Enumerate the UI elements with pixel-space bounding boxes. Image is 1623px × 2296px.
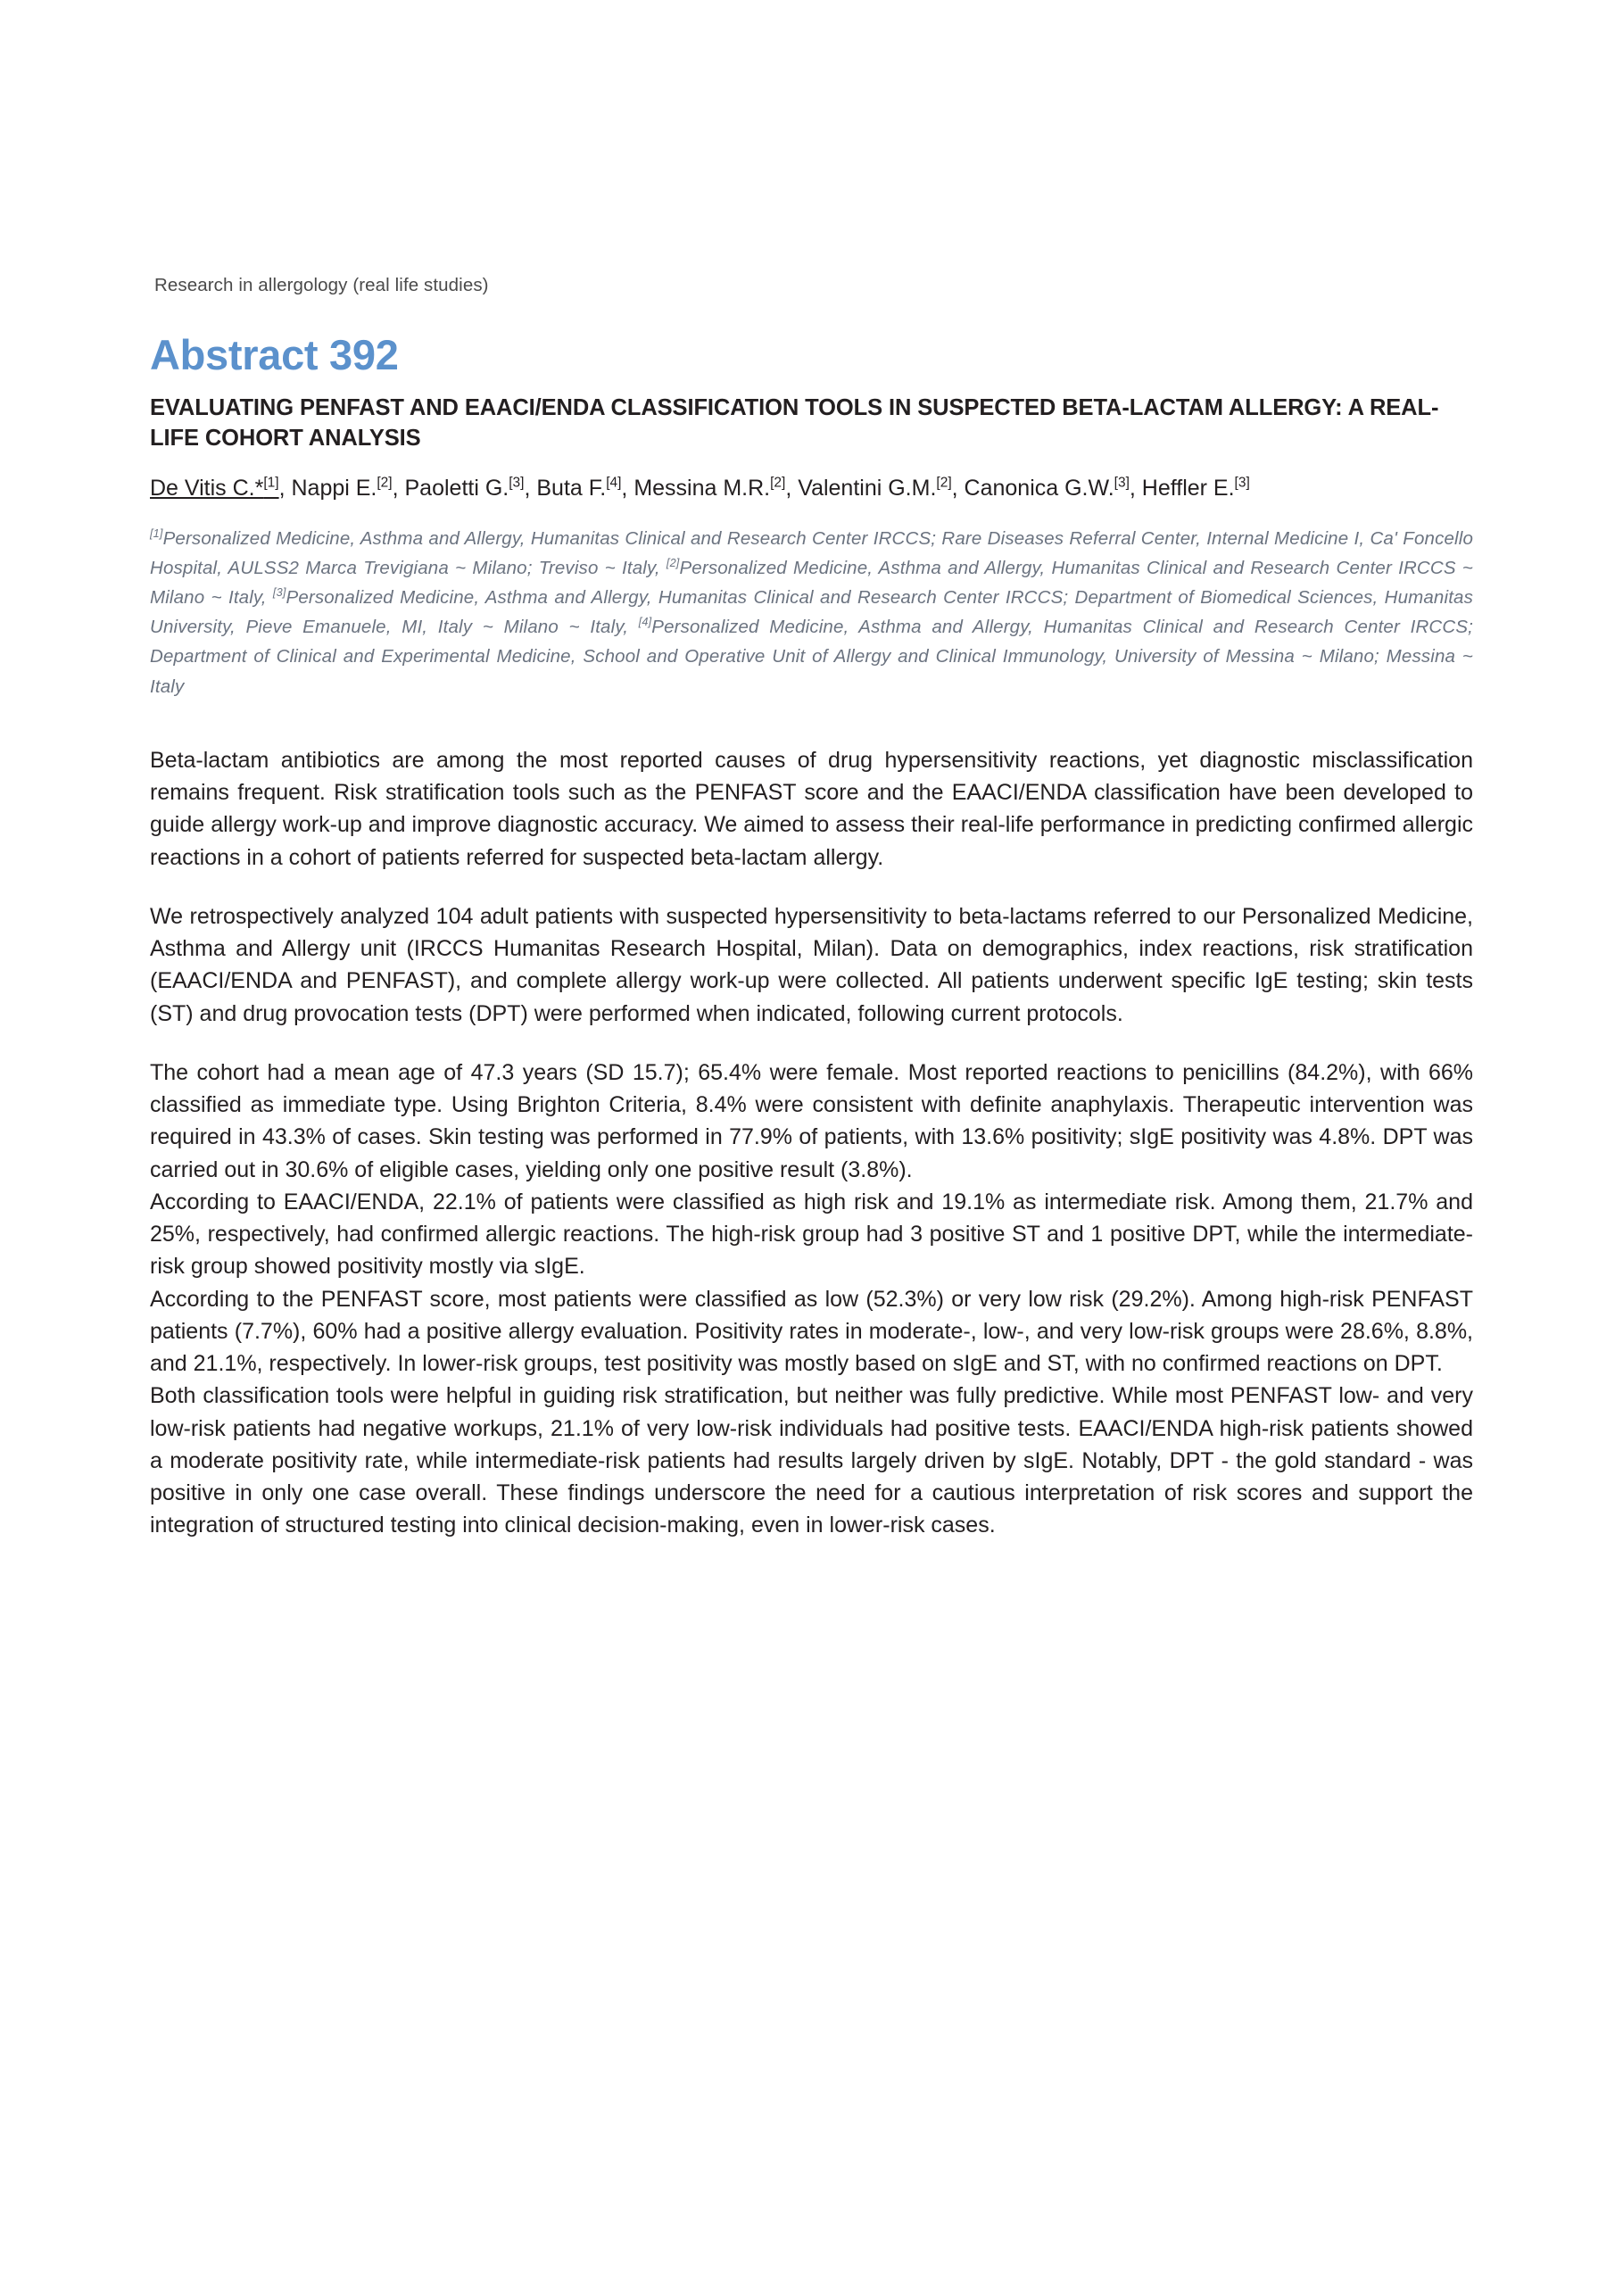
author-list: De Vitis C.*[1], Nappi E.[2], Paoletti G.[3], Buta F.[4], Messina M.R.[2], Valentini G.M.[2], Canonica G.W.[3], Heffler E.[3] bbox=[150, 475, 1250, 501]
abstract-paragraph-results-penfast: According to the PENFAST score, most patients were classified as low (52.3%) or very low risk (29.2%). Among high-risk PENFAST patients (7.7%), 60% had a positive allergy evaluation. Positivity rates in moderate-, low-, and very low-risk groups were 28.6%, 8.8%, and 21.1%, respectively. In lower-risk groups, test positivity was mostly based on sIgE and ST, with no confirmed reactions on DPT. bbox=[150, 1286, 1473, 1377]
abstract-number-heading: Abstract 392 bbox=[150, 331, 399, 378]
abstract-paragraph-conclusions: Both classification tools were helpful in guiding risk stratification, but neither was fully predictive. While most PENFAST low- and very low-risk patients had negative workups, 21.1% of very low-risk individuals had positive tests. EAACI/ENDA high-risk patients showed a moderate positivity rate, while intermediate-risk patients had results largely driven by sIgE. Notably, DPT - the gold standard - was positive in only one case overall. These findings underscore the need for a cautious interpretation of risk scores and support the integration of structured testing into clinical decision-making, even in lower-risk cases. bbox=[150, 1383, 1473, 1538]
abstract-paragraph-background: Beta-lactam antibiotics are among the most reported causes of drug hypersensitivity reactions, yet diagnostic misclassification remains frequent. Risk stratification tools such as the PENFAST score and the EAACI/ENDA classification have been developed to guide allergy work-up and improve diagnostic accuracy. We aimed to assess their real-life performance in predicting confirmed allergic reactions in a cohort of patients referred for suspected beta-lactam allergy. bbox=[150, 747, 1473, 870]
abstract-content bbox=[150, 275, 1473, 1542]
abstract-title: EVALUATING PENFAST AND EAACI/ENDA CLASSIFICATION TOOLS IN SUSPECTED BETA-LACTAM ALLERGY: A REAL-LIFE COHORT ANALYSIS bbox=[150, 395, 1439, 451]
abstract-paragraph-results-enda: According to EAACI/ENDA, 22.1% of patients were classified as high risk and 19.1% as intermediate risk. Among them, 21.7% and 25%, respectively, had confirmed allergic reactions. The high-risk group had 3 positive ST and 1 positive DPT, while the intermediate-risk group showed positivity mostly via sIgE. bbox=[150, 1189, 1473, 1280]
abstract-paragraph-results-cohort: The cohort had a mean age of 47.3 years (SD 15.7); 65.4% were female. Most reported reactions to penicillins (84.2%), with 66% classified as immediate type. Using Brighton Criteria, 8.4% were consistent with definite anaphylaxis. Therapeutic intervention was required in 43.3% of cases. Skin testing was performed in 77.9% of patients, with 13.6% positivity; sIgE positivity was 4.8%. DPT was carried out in 30.6% of eligible cases, yielding only one positive result (3.8%). bbox=[150, 1059, 1473, 1182]
section-kicker: Research in allergology (real life studies) bbox=[154, 275, 489, 295]
abstract-paragraph-methods: We retrospectively analyzed 104 adult patients with suspected hypersensitivity to beta-lactams referred to our Personalized Medicine, Asthma and Allergy unit (IRCCS Humanitas Research Hospital, Milan). Data on demographics, index reactions, risk stratification (EAACI/ENDA and PENFAST), and complete allergy work-up were collected. All patients underwent specific IgE testing; skin tests (ST) and drug provocation tests (DPT) were performed when indicated, following current protocols. bbox=[150, 903, 1473, 1026]
affiliation-list: [1]Personalized Medicine, Asthma and Allergy, Humanitas Clinical and Research Center IRCCS; Rare Diseases Referral Center, Internal Medicine I, Ca' Foncello Hospital, AULSS2 Marca Trevigiana ~ Milano; Treviso ~ Italy, [2]Personalized Medicine, Asthma and Allergy, Humanitas Clinical and Research Center IRCCS ~ Milano ~ Italy, [3]Personalized Medicine, Asthma and Allergy, Humanitas Clinical and Research Center IRCCS; Department of Biomedical Sciences, Humanitas University, Pieve Emanuele, MI, Italy ~ Milano ~ Italy, [4]Personalized Medicine, Asthma and Allergy, Humanitas Clinical and Research Center IRCCS; Department of Clinical and Experimental Medicine, School and Operative Unit of Allergy and Clinical Immunology, University of Messina ~ Milano; Messina ~ Italy bbox=[150, 526, 1473, 697]
